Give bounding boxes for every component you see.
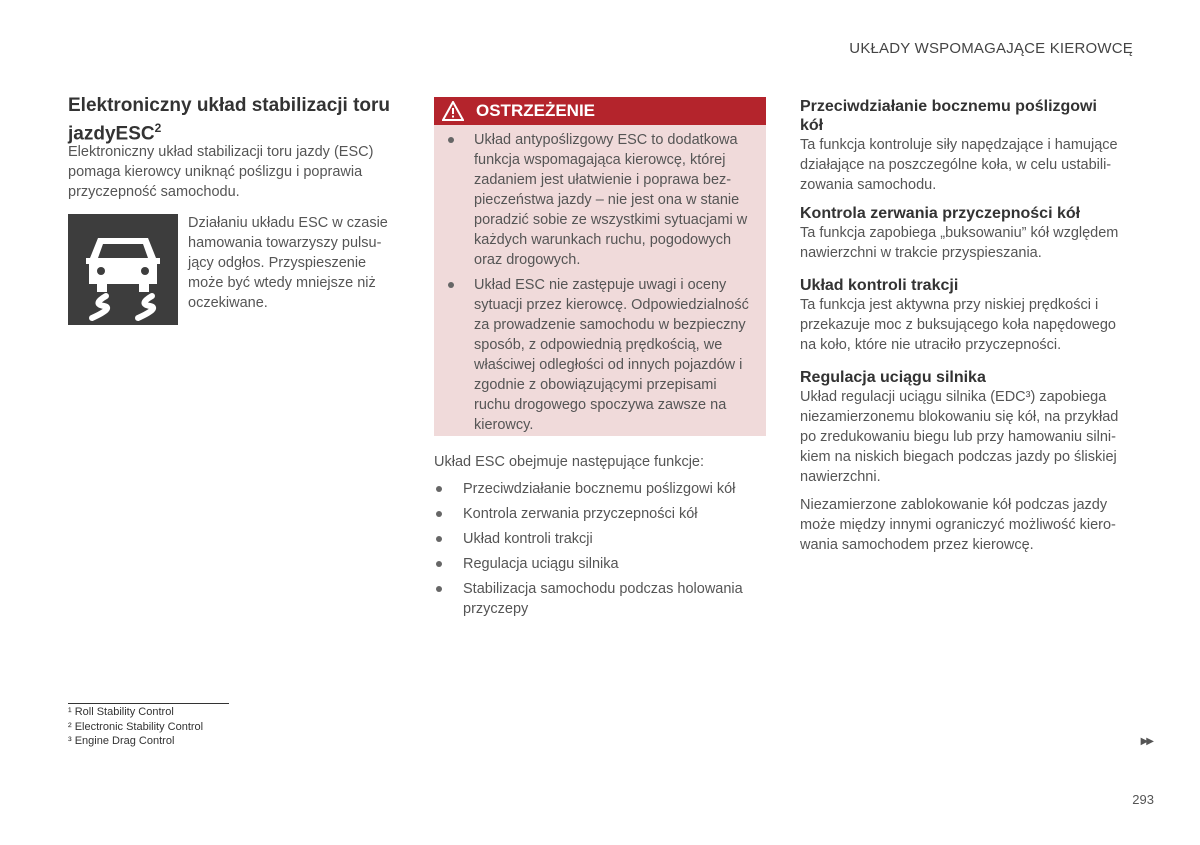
section-title	[800, 276, 1140, 295]
list-item-text	[463, 504, 743, 524]
text-line: ³ Engine Drag Control	[68, 735, 175, 747]
list-item	[434, 504, 743, 524]
list-item-text	[463, 479, 743, 499]
text-line: pieczeństwa jazdy – nie jest ona w stanie	[474, 192, 740, 208]
text-line: działające na poszczególne koła, w celu ustabili-	[800, 157, 1112, 173]
text-line: ruchu drogowego spoczywa zawsze na	[474, 397, 727, 413]
list-item-text	[463, 529, 743, 549]
list-item	[434, 479, 743, 499]
text-line: każdych warunkach ruchu, pogodowych	[474, 232, 732, 248]
esc-skid-car-icon	[68, 214, 178, 325]
warning-item	[434, 275, 766, 435]
text-line: zgodnie z obowiązującymi przepisami	[474, 377, 717, 393]
section-title	[800, 204, 1140, 223]
intro-paragraph	[68, 142, 373, 202]
text-line: oczekiwane.	[188, 295, 268, 311]
double-arrow-right-icon: ▶▶	[1140, 736, 1152, 747]
text-line: Przeciwdziałanie bocznemu poślizgowi	[800, 98, 1097, 115]
section-rollover	[800, 97, 1140, 195]
section-text	[800, 223, 1140, 263]
text-line: przekazuje moc z buksującego koła napędowego	[800, 317, 1116, 333]
text-line: sposób, z odpowiednią prędkością, we	[474, 337, 723, 353]
text-line: poradzić sobie ze wszystkimi sytuacjami w	[474, 212, 748, 228]
section-text	[800, 135, 1140, 195]
text-line: Ta funkcja zapobiega „buksowaniu” kół względem	[800, 225, 1119, 241]
list-item-text	[463, 579, 743, 619]
section-text	[800, 387, 1140, 487]
text-line: kiem na niskich biegach podczas jazdy po śliskiej	[800, 449, 1117, 465]
functions-intro: Układ ESC obejmuje następujące funkcje:	[434, 454, 705, 470]
text-line: Układ regulacji uciągu silnika (EDC³) zapobiega	[800, 389, 1107, 405]
text-line: pomaga kierowcy uniknąć poślizgu i poprawia	[68, 164, 363, 180]
section-traction-control	[800, 276, 1140, 355]
warning-title: OSTRZEŻENIE	[476, 101, 596, 120]
functions-list	[434, 479, 743, 624]
text-line: kół	[800, 117, 824, 134]
section-title	[800, 97, 1140, 135]
text-line: ² Electronic Stability Control	[68, 720, 204, 733]
text-line: oraz drogowych.	[474, 252, 581, 268]
text-line: Układ kontroli trakcji	[800, 277, 959, 294]
text-line: Działaniu układu ESC w czasie	[188, 215, 388, 231]
text-line: może być wtedy mniejsze niż	[188, 275, 376, 291]
text-line: Kontrola zerwania przyczepności kół	[463, 506, 698, 522]
text-line: niezamierzonemu blokowaniu się kół, na przykład	[800, 409, 1119, 425]
text-line: Niezamierzone zablokowanie kół podczas jazdy	[800, 497, 1108, 513]
section-traction-loss	[800, 204, 1140, 263]
text-line: zadaniem jest ułatwienie i poprawa bez-	[474, 172, 732, 188]
section-engine-drag	[800, 368, 1140, 487]
text-line: nawierzchni.	[800, 469, 881, 485]
list-item	[434, 554, 743, 574]
closing-paragraph	[800, 495, 1140, 555]
warning-box	[434, 97, 766, 436]
text-line: jący odgłos. Przyspieszenie	[188, 255, 367, 271]
text-line: wania samochodem przez kierowcę.	[800, 537, 1034, 553]
warning-header	[434, 97, 766, 125]
text-line: kierowcy.	[474, 417, 534, 433]
text-line: zowania samochodu.	[800, 177, 937, 193]
footnote-ref: 2	[154, 121, 162, 135]
text-line: Regulacja uciągu silnika	[800, 369, 986, 386]
title-text: jazdyESC	[68, 123, 155, 145]
right-column	[800, 97, 1140, 555]
section-text	[800, 295, 1140, 355]
warning-item	[434, 130, 766, 270]
section-title	[800, 368, 1140, 387]
list-item	[434, 529, 743, 549]
text-line: funkcja wspomagająca kierowcę, której	[474, 152, 726, 168]
text-line: sytuacji przez kierowcę. Odpowiedzialność	[474, 297, 749, 313]
section-header: UKŁADY WSPOMAGAJĄCE KIEROWCĘ	[849, 40, 1133, 57]
icon-description	[188, 213, 388, 313]
text-line: przyczepy	[463, 601, 529, 617]
text-line: za prowadzenie samochodu w bezpieczny	[474, 317, 746, 333]
warning-item-text	[474, 130, 766, 270]
page-number: 293	[1132, 792, 1154, 807]
text-line: hamowania towarzyszy pulsu-	[188, 235, 382, 251]
list-item	[434, 579, 743, 619]
text-line: na koło, które nie utraciło przyczepności.	[800, 337, 1062, 353]
list-item-text	[463, 554, 743, 574]
text-line: Elektroniczny układ stabilizacji toru jazdy (ESC)	[68, 144, 374, 160]
text-line: Układ ESC nie zastępuje uwagi i oceny	[474, 277, 727, 293]
text-line: przyczepność samochodu.	[68, 184, 240, 200]
text-line: Stabilizacja samochodu podczas holowania	[463, 581, 743, 597]
text-line: Regulacja uciągu silnika	[463, 556, 619, 572]
text-line: Układ kontroli trakcji	[463, 531, 593, 547]
page-title	[68, 95, 390, 145]
text-line: Układ antypoślizgowy ESC to dodatkowa	[474, 132, 738, 148]
text-line: Kontrola zerwania przyczepności kół	[800, 205, 1081, 222]
text-line: po zredukowaniu biegu lub przy hamowaniu silni-	[800, 429, 1116, 445]
text-line: może między innymi ograniczyć możliwość kiero-	[800, 517, 1116, 533]
warning-item-text	[474, 275, 766, 435]
text-line: Przeciwdziałanie bocznemu poślizgowi kół	[463, 481, 736, 497]
warning-triangle-icon	[442, 101, 464, 121]
text-line: nawierzchni w trakcie przyspieszania.	[800, 245, 1042, 261]
text-line: Ta funkcja kontroluje siły napędzające i hamujące	[800, 137, 1118, 153]
footnotes	[68, 703, 229, 749]
text-line: Ta funkcja jest aktywna przy niskiej prędkości i	[800, 297, 1099, 313]
title-line: Elektroniczny układ stabilizacji toru	[68, 95, 391, 116]
text-line: ¹ Roll Stability Control	[68, 706, 174, 718]
text-line: właściwej odległości od innych pojazdów i	[474, 357, 743, 373]
